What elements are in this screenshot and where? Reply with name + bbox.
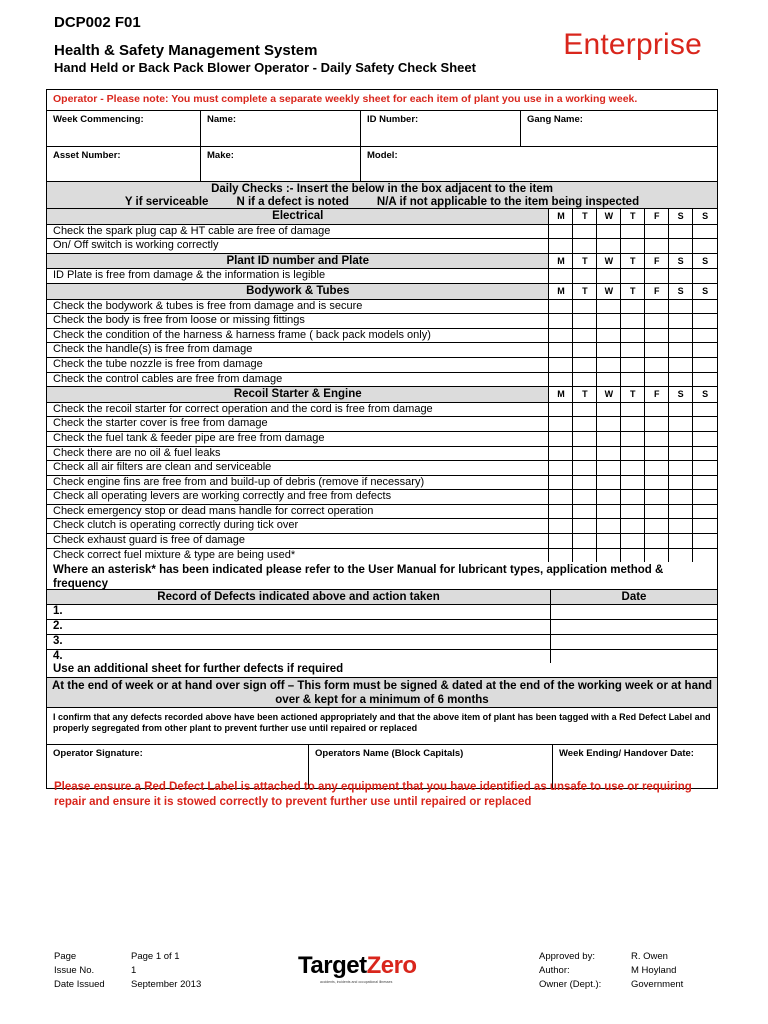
check-box[interactable] — [621, 239, 645, 253]
check-box[interactable] — [693, 417, 717, 431]
check-box[interactable] — [573, 417, 597, 431]
sheet-title: Hand Held or Back Pack Blower Operator - Daily Safety Check Sheet — [54, 60, 476, 75]
section-title: Recoil Starter & Engine — [47, 387, 549, 402]
check-box[interactable] — [573, 549, 597, 563]
footer-approved-value: R. Owen — [631, 951, 668, 962]
id-number-label: ID Number: — [367, 114, 419, 125]
check-box[interactable] — [693, 534, 717, 548]
footer-approved-label: Approved by: — [539, 951, 595, 962]
check-item-row — [47, 490, 717, 505]
check-box[interactable] — [669, 476, 693, 490]
check-box[interactable] — [597, 358, 621, 372]
check-box[interactable] — [573, 534, 597, 548]
check-box[interactable] — [573, 403, 597, 417]
check-box[interactable] — [573, 314, 597, 328]
daily-checks-title: Daily Checks :- Insert the below in the box adjacent to the item — [211, 183, 553, 195]
footer-date-label: Date Issued — [54, 979, 105, 990]
check-item-row — [47, 534, 717, 549]
confirm-row — [47, 708, 717, 745]
enterprise-logo: Enterprise — [563, 28, 702, 61]
check-box[interactable] — [669, 225, 693, 239]
check-box[interactable] — [573, 461, 597, 475]
check-box[interactable] — [597, 314, 621, 328]
check-item-row — [47, 403, 717, 418]
check-item-label: Check all air filters are clean and serviceable — [47, 461, 549, 475]
check-sections — [47, 209, 717, 562]
check-box[interactable] — [597, 239, 621, 253]
check-item-row — [47, 461, 717, 476]
check-box[interactable] — [621, 519, 645, 533]
check-box[interactable] — [693, 519, 717, 533]
system-title: Health & Safety Management System — [54, 42, 318, 59]
defects-header-row — [47, 590, 717, 605]
check-box[interactable] — [549, 432, 573, 446]
day-header: S — [702, 389, 709, 400]
day-header: M — [549, 284, 573, 299]
additional-sheet-row — [47, 663, 717, 678]
check-box[interactable] — [597, 300, 621, 314]
check-box[interactable] — [573, 343, 597, 357]
check-box[interactable] — [597, 519, 621, 533]
check-box[interactable] — [621, 329, 645, 343]
check-box[interactable] — [645, 490, 669, 504]
footer-right-values — [631, 950, 683, 992]
day-header: W — [597, 209, 621, 224]
day-header: T — [621, 284, 645, 299]
check-box[interactable] — [597, 432, 621, 446]
check-box[interactable] — [645, 225, 669, 239]
check-item-label: Check engine fins are free from and build-up of debris (remove if necessary) — [47, 476, 549, 490]
check-box[interactable] — [549, 300, 573, 314]
check-box[interactable] — [549, 534, 573, 548]
check-item-row — [47, 239, 717, 254]
day-header: S — [669, 254, 693, 269]
day-header: F — [645, 209, 669, 224]
day-header: M — [549, 209, 573, 224]
day-header: F — [645, 254, 669, 269]
model-label: Model: — [367, 150, 398, 161]
check-box[interactable] — [645, 300, 669, 314]
check-box[interactable] — [621, 505, 645, 519]
check-box[interactable] — [693, 505, 717, 519]
check-box[interactable] — [669, 403, 693, 417]
check-box[interactable] — [549, 519, 573, 533]
check-box[interactable] — [669, 358, 693, 372]
targetzero-tagline: accidents, incidents and occupational illnesses — [320, 980, 393, 984]
check-item-row — [47, 417, 717, 432]
check-box[interactable] — [573, 476, 597, 490]
defects-title: Record of Defects indicated above and action taken — [47, 590, 551, 604]
week-commencing-label: Week Commencing: — [53, 114, 144, 125]
check-box[interactable] — [549, 373, 573, 387]
model-field[interactable] — [361, 147, 717, 181]
check-item-label: Check there are no oil & fuel leaks — [47, 447, 549, 461]
check-box[interactable] — [597, 373, 621, 387]
check-box[interactable] — [621, 534, 645, 548]
check-item-label: Check the spark plug cap & HT cable are free of damage — [47, 225, 549, 239]
day-header: W — [597, 254, 621, 269]
check-item-row — [47, 447, 717, 462]
asset-number-label: Asset Number: — [53, 150, 121, 161]
check-box[interactable] — [645, 358, 669, 372]
footer-left-values — [131, 950, 201, 992]
check-box[interactable] — [621, 417, 645, 431]
check-item-label: Check exhaust guard is free of damage — [47, 534, 549, 548]
check-box[interactable] — [597, 476, 621, 490]
check-box[interactable] — [645, 417, 669, 431]
check-item-label: Check clutch is operating correctly during tick over — [47, 519, 549, 533]
asset-number-field[interactable] — [47, 147, 201, 181]
check-box[interactable] — [621, 549, 645, 563]
check-box[interactable] — [573, 373, 597, 387]
check-box[interactable] — [693, 403, 717, 417]
footer-page-value: Page 1 of 1 — [131, 951, 180, 962]
logo-target-text: Target — [298, 952, 367, 979]
defect-date[interactable] — [551, 620, 717, 634]
check-item-row — [47, 269, 717, 284]
check-box[interactable] — [693, 490, 717, 504]
make-label: Make: — [207, 150, 234, 161]
info-row-2 — [47, 147, 717, 182]
footer-author-label: Author: — [539, 965, 570, 976]
week-commencing-field[interactable] — [47, 111, 201, 146]
check-box[interactable] — [597, 549, 621, 563]
operator-signature-label: Operator Signature: — [53, 748, 143, 760]
check-box[interactable] — [669, 343, 693, 357]
section-title: Plant ID number and Plate — [47, 254, 549, 269]
check-box[interactable] — [669, 373, 693, 387]
defect-entry[interactable]: 1. — [47, 605, 551, 619]
check-box[interactable] — [693, 447, 717, 461]
check-box[interactable] — [549, 225, 573, 239]
notice-row — [47, 90, 717, 111]
check-box[interactable] — [621, 358, 645, 372]
check-box[interactable] — [669, 461, 693, 475]
check-box[interactable] — [645, 269, 669, 283]
check-box[interactable] — [573, 225, 597, 239]
day-header: M — [549, 387, 573, 402]
defect-row — [47, 605, 717, 620]
check-box[interactable] — [597, 505, 621, 519]
info-row-1 — [47, 111, 717, 147]
defect-entry[interactable]: 4. — [47, 650, 551, 664]
footer-issue-label: Issue No. — [54, 965, 95, 976]
section-header-row — [47, 387, 717, 403]
check-box[interactable] — [645, 461, 669, 475]
defects-date-header: Date — [621, 591, 647, 604]
check-box[interactable] — [549, 329, 573, 343]
check-box[interactable] — [669, 417, 693, 431]
check-item-label: Check the control cables are free from damage — [47, 373, 549, 387]
check-box[interactable] — [573, 432, 597, 446]
check-box[interactable] — [693, 461, 717, 475]
day-header: S — [669, 387, 693, 402]
check-box[interactable] — [669, 447, 693, 461]
asterisk-note-row — [47, 562, 717, 590]
check-box[interactable] — [645, 519, 669, 533]
name-field[interactable] — [201, 111, 361, 146]
check-box[interactable] — [645, 343, 669, 357]
check-box[interactable] — [573, 239, 597, 253]
check-item-row — [47, 519, 717, 534]
check-item-label: Check emergency stop or dead mans handle for correct operation — [47, 505, 549, 519]
day-header: T — [621, 254, 645, 269]
day-header: M — [549, 254, 573, 269]
check-box[interactable] — [621, 490, 645, 504]
day-header: S — [702, 255, 709, 266]
check-box[interactable] — [573, 358, 597, 372]
check-box[interactable] — [549, 476, 573, 490]
day-header: W — [597, 387, 621, 402]
check-box[interactable] — [621, 403, 645, 417]
id-number-field[interactable] — [361, 111, 521, 146]
check-box[interactable] — [621, 373, 645, 387]
day-header: F — [645, 284, 669, 299]
check-box[interactable] — [621, 300, 645, 314]
check-box[interactable] — [549, 343, 573, 357]
check-box[interactable] — [621, 269, 645, 283]
check-box[interactable] — [573, 505, 597, 519]
day-header: S — [702, 285, 709, 296]
check-item-row — [47, 343, 717, 358]
check-box[interactable] — [645, 505, 669, 519]
check-item-row — [47, 314, 717, 329]
footer-owner-label: Owner (Dept.): — [539, 979, 602, 990]
daily-checks-header — [47, 182, 717, 209]
check-item-row — [47, 549, 717, 563]
legend-y: Y if serviceable — [124, 196, 209, 208]
check-box[interactable] — [597, 490, 621, 504]
section-header-row — [47, 209, 717, 225]
check-box[interactable] — [573, 269, 597, 283]
section-title: Bodywork & Tubes — [47, 284, 549, 299]
day-header: T — [621, 387, 645, 402]
defect-rows — [47, 605, 717, 663]
check-box[interactable] — [669, 432, 693, 446]
check-box[interactable] — [549, 269, 573, 283]
day-header: F — [645, 387, 669, 402]
defect-row — [47, 620, 717, 635]
sign-off-row — [47, 678, 717, 708]
day-header: S — [702, 211, 709, 221]
check-box[interactable] — [621, 343, 645, 357]
additional-sheet-note: Use an additional sheet for further defects if required — [53, 663, 344, 676]
check-box[interactable] — [645, 329, 669, 343]
check-box[interactable] — [621, 225, 645, 239]
day-header: S — [669, 209, 693, 224]
check-box[interactable] — [645, 314, 669, 328]
section-header-row — [47, 254, 717, 270]
check-box[interactable] — [669, 314, 693, 328]
check-item-label: ID Plate is free from damage & the information is legible — [47, 269, 549, 283]
check-item-label: Check correct fuel mixture & type are being used* — [47, 549, 549, 563]
check-box[interactable] — [621, 447, 645, 461]
defect-date[interactable] — [551, 635, 717, 649]
red-defect-label-note: Please ensure a Red Defect Label is attached to any equipment that you have identified as unsafe to use or requiring repair and ensure it is stowed correctly to prevent further use until repaired or replaced — [54, 781, 692, 808]
check-box[interactable] — [645, 549, 669, 563]
defect-row — [47, 635, 717, 650]
check-box[interactable] — [597, 225, 621, 239]
check-item-label: Check the handle(s) is free from damage — [47, 343, 549, 357]
check-box[interactable] — [669, 549, 693, 563]
check-box[interactable] — [549, 505, 573, 519]
check-item-label: Check the bodywork & tubes is free from damage and is secure — [47, 300, 549, 314]
check-item-row — [47, 329, 717, 344]
check-box[interactable] — [669, 239, 693, 253]
check-box[interactable] — [693, 239, 717, 253]
footer-issue-value: 1 — [131, 965, 137, 976]
check-box[interactable] — [693, 358, 717, 372]
check-item-row — [47, 476, 717, 491]
check-box[interactable] — [597, 534, 621, 548]
check-box[interactable] — [645, 447, 669, 461]
check-box[interactable] — [693, 476, 717, 490]
check-box[interactable] — [597, 417, 621, 431]
check-item-row — [47, 300, 717, 315]
check-box[interactable] — [549, 239, 573, 253]
day-header: T — [573, 254, 597, 269]
check-item-row — [47, 373, 717, 388]
check-item-label: Check the condition of the harness & harness frame ( back pack models only) — [47, 329, 549, 343]
check-box[interactable] — [573, 329, 597, 343]
section-header-row — [47, 284, 717, 300]
check-box[interactable] — [573, 447, 597, 461]
check-sheet-form — [46, 89, 718, 789]
check-box[interactable] — [597, 329, 621, 343]
legend-n: N if a defect is noted — [236, 196, 349, 208]
check-item-label: Check the starter cover is free from damage — [47, 417, 549, 431]
check-box[interactable] — [693, 269, 717, 283]
check-box[interactable] — [693, 314, 717, 328]
footer-date-value: September 2013 — [131, 979, 202, 990]
check-item-label: On/ Off switch is working correctly — [47, 239, 549, 253]
footer-author-value: M Hoyland — [631, 965, 677, 976]
check-box[interactable] — [645, 239, 669, 253]
check-item-label: Check all operating levers are working correctly and free from defects — [47, 490, 549, 504]
check-box[interactable] — [669, 490, 693, 504]
defect-entry[interactable]: 2. — [47, 620, 551, 634]
check-box[interactable] — [621, 314, 645, 328]
footer-page-label: Page — [54, 951, 77, 962]
day-header: S — [669, 284, 693, 299]
check-box[interactable] — [669, 505, 693, 519]
logo-zero-text: Zero — [366, 952, 417, 979]
check-item-row — [47, 225, 717, 240]
defect-entry[interactable]: 3. — [47, 635, 551, 649]
check-box[interactable] — [645, 534, 669, 548]
check-box[interactable] — [669, 329, 693, 343]
operator-notice: Operator - Please note: You must complete a separate weekly sheet for each item of plant you use in a working week. — [53, 93, 638, 105]
targetzero-logo — [298, 952, 417, 980]
check-box[interactable] — [621, 476, 645, 490]
check-box[interactable] — [645, 373, 669, 387]
check-box[interactable] — [693, 329, 717, 343]
footer-left-labels — [54, 950, 105, 992]
check-item-label: Check the body is free from loose or missing fittings — [47, 314, 549, 328]
check-box[interactable] — [549, 549, 573, 563]
check-box[interactable] — [621, 461, 645, 475]
check-box[interactable] — [693, 225, 717, 239]
make-field[interactable] — [201, 147, 361, 181]
check-item-row — [47, 358, 717, 373]
check-box[interactable] — [669, 300, 693, 314]
sign-off-note: At the end of week or at hand over sign off – This form must be signed & dated at the end of the working week or at hand over & kept for a minimum of 6 months — [51, 680, 713, 707]
check-box[interactable] — [669, 534, 693, 548]
day-header: T — [573, 209, 597, 224]
confirmation-statement: I confirm that any defects recorded above have been actioned appropriately and that the above item of plant has been tagged with a Red Defect Label and properly segregated from other plant to prevent further use until repaired or replaced — [53, 712, 711, 734]
day-header: T — [621, 209, 645, 224]
check-box[interactable] — [597, 447, 621, 461]
section-title: Electrical — [47, 209, 549, 224]
check-box[interactable] — [549, 490, 573, 504]
check-box[interactable] — [693, 432, 717, 446]
defect-row — [47, 650, 717, 664]
check-box[interactable] — [549, 461, 573, 475]
check-box[interactable] — [645, 403, 669, 417]
document-code: DCP002 F01 — [54, 14, 141, 31]
check-box[interactable] — [549, 417, 573, 431]
check-box[interactable] — [549, 403, 573, 417]
check-item-row — [47, 432, 717, 447]
check-box[interactable] — [549, 447, 573, 461]
check-box[interactable] — [597, 403, 621, 417]
check-box[interactable] — [669, 519, 693, 533]
gang-name-field[interactable] — [521, 111, 717, 146]
check-item-row — [47, 505, 717, 520]
check-box[interactable] — [669, 269, 693, 283]
check-box[interactable] — [693, 300, 717, 314]
check-box[interactable] — [597, 343, 621, 357]
day-header: W — [597, 284, 621, 299]
check-box[interactable] — [693, 343, 717, 357]
check-box[interactable] — [597, 461, 621, 475]
week-ending-label: Week Ending/ Handover Date: — [559, 748, 694, 760]
check-box[interactable] — [573, 519, 597, 533]
gang-name-label: Gang Name: — [527, 114, 583, 125]
check-box[interactable] — [693, 549, 717, 563]
legend-na: N/A if not applicable to the item being inspected — [376, 196, 640, 208]
check-box[interactable] — [645, 476, 669, 490]
defect-date[interactable] — [551, 650, 717, 664]
check-box[interactable] — [573, 490, 597, 504]
check-box[interactable] — [693, 373, 717, 387]
day-header: T — [573, 284, 597, 299]
check-box[interactable] — [621, 432, 645, 446]
check-box[interactable] — [597, 269, 621, 283]
check-item-label: Check the fuel tank & feeder pipe are free from damage — [47, 432, 549, 446]
defect-date[interactable] — [551, 605, 717, 619]
footer-right-labels — [539, 950, 601, 992]
check-box[interactable] — [549, 358, 573, 372]
footer-owner-value: Government — [631, 979, 684, 990]
day-header: T — [573, 387, 597, 402]
operator-name-label: Operators Name (Block Capitals) — [315, 748, 464, 760]
asterisk-note: Where an asterisk* has been indicated please refer to the User Manual for lubricant types, application method & frequency — [53, 564, 664, 590]
check-item-label: Check the recoil starter for correct operation and the cord is free from damage — [47, 403, 549, 417]
check-box[interactable] — [549, 314, 573, 328]
check-item-label: Check the tube nozzle is free from damage — [47, 358, 549, 372]
check-box[interactable] — [573, 300, 597, 314]
check-box[interactable] — [645, 432, 669, 446]
name-label: Name: — [207, 114, 237, 125]
